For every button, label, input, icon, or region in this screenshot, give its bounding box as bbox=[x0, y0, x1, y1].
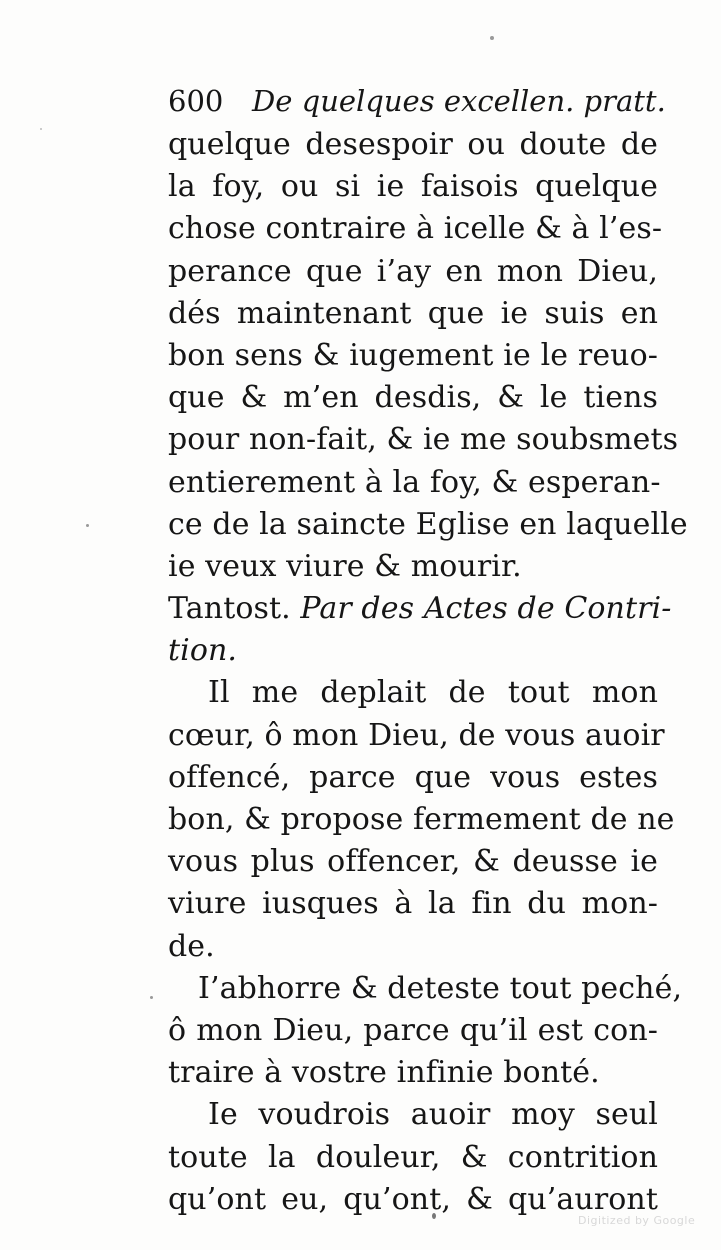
scan-speck bbox=[150, 996, 153, 999]
page-number: 600 bbox=[168, 84, 224, 118]
section-heading-continued: tion. bbox=[168, 633, 238, 669]
running-header bbox=[168, 78, 666, 124]
text-line: ce de la saincte Eglise en laquelle bbox=[168, 506, 688, 542]
digitization-watermark: Digitized by Google bbox=[578, 1214, 696, 1227]
text-line: qu’ont eu, qu’ont, & qu’auront bbox=[168, 1181, 658, 1217]
text-line: viure iusques à la fin du mon- bbox=[168, 886, 658, 922]
scan-speck bbox=[490, 36, 494, 40]
text-line: ô mon Dieu, parce qu’il est con- bbox=[168, 1012, 658, 1048]
section-heading-label: Tantost. bbox=[168, 591, 291, 627]
text-line: dés maintenant que ie suis en bbox=[168, 295, 658, 331]
text-line: de. bbox=[168, 928, 215, 964]
text-line: Il me deplait de tout mon bbox=[208, 675, 658, 711]
text-line: vous plus offencer, & deusse ie bbox=[168, 844, 658, 880]
text-line: I’abhorre & deteste tout peché, bbox=[198, 970, 683, 1006]
section-heading bbox=[168, 588, 672, 630]
text-line: bon sens & iugement ie le reuo- bbox=[168, 337, 658, 373]
text-line: la foy, ou si ie faisois quelque bbox=[168, 169, 658, 205]
running-title: De quelques excellen. pratt. bbox=[252, 84, 666, 118]
text-line: offencé, parce que vous estes bbox=[168, 759, 658, 795]
scan-speck bbox=[40, 128, 42, 130]
text-line: perance que i’ay en mon Dieu, bbox=[168, 253, 658, 289]
text-line: toute la douleur, & contrition bbox=[168, 1139, 658, 1175]
section-heading-title: Par des Actes de Contri- bbox=[290, 591, 672, 627]
text-line: ie veux viure & mourir. bbox=[168, 548, 522, 584]
text-line: pour non-fait, & ie me soubsmets bbox=[168, 422, 679, 458]
text-line: cœur, ô mon Dieu, de vous auoir bbox=[168, 717, 665, 753]
text-line: entierement à la foy, & esperan- bbox=[168, 464, 661, 500]
text-line: que & m’en desdis, & le tiens bbox=[168, 380, 658, 416]
text-line: Ie voudrois auoir moy seul bbox=[208, 1097, 658, 1133]
text-line: quelque desespoir ou doute de bbox=[168, 127, 658, 162]
text-line: traire à vostre infinie bonté. bbox=[168, 1055, 600, 1091]
scan-speck bbox=[86, 524, 89, 527]
text-line: bon, & propose fermement de ne bbox=[168, 802, 675, 837]
text-line: chose contraire à icelle & à l’es- bbox=[168, 211, 663, 247]
